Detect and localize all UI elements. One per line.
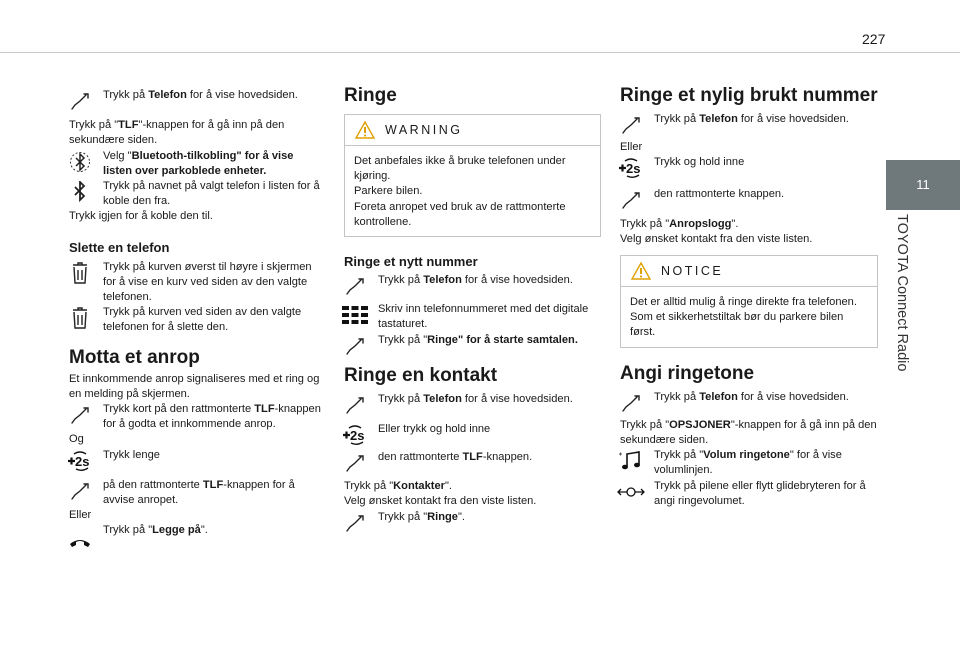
step-trash-delete: Trykk på kurven ved siden av den valgte telefonen for å slette den. bbox=[69, 305, 323, 335]
step-open-phone-2: Trykk på Telefon for å vise hovedsiden. bbox=[620, 390, 878, 405]
touch-icon bbox=[341, 512, 369, 534]
paragraph-reconnect: Trykk igjen for å koble den til. bbox=[69, 210, 213, 223]
chapter-tab: 11 bbox=[886, 160, 960, 210]
long-press-icon bbox=[617, 157, 645, 179]
touch-icon bbox=[341, 335, 369, 357]
notice-icon bbox=[631, 262, 651, 280]
touch-icon bbox=[66, 480, 94, 502]
step-long-press: Trykk lenge bbox=[69, 448, 323, 478]
touch-icon bbox=[617, 392, 645, 414]
paragraph-select-contact: Velg ønsket kontakt fra den viste listen. bbox=[344, 495, 537, 508]
heading-call-contact: Ringe en kontakt bbox=[344, 364, 498, 386]
step-reject: på den rattmonterte TLF-knappen for å avvise anropet. bbox=[69, 478, 323, 508]
step-hang-up: Trykk på "Legge på". bbox=[69, 523, 323, 538]
step-steering-button: den rattmonterte knappen. bbox=[620, 187, 878, 202]
touch-icon bbox=[341, 275, 369, 297]
paragraph-contacts: Trykk på "Kontakter". bbox=[344, 480, 452, 493]
trash-icon bbox=[66, 307, 94, 329]
paragraph-call-log: Trykk på "Anropslogg". bbox=[620, 217, 739, 230]
music-note-icon bbox=[617, 450, 645, 472]
paragraph-incoming: Et innkommende anrop signaliseres med et ring og en melding på skjermen. bbox=[69, 372, 320, 400]
touch-icon bbox=[66, 90, 94, 112]
paragraph-select-contact: Velg ønsket kontakt fra den viste listen. bbox=[620, 232, 813, 245]
heading-recent-number: Ringe et nylig brukt nummer bbox=[620, 85, 878, 106]
step-call: Trykk på "Ringe". bbox=[344, 510, 601, 525]
text-eller: Eller bbox=[620, 141, 643, 154]
column-right bbox=[620, 84, 878, 509]
step-open-phone: Trykk på Telefon for å vise hovedsiden. bbox=[620, 112, 878, 127]
step-disconnect: Trykk på navnet på valgt telefon i listen for å koble den fra. bbox=[69, 179, 323, 209]
warning-box bbox=[344, 114, 601, 237]
heading-call: Ringe bbox=[344, 85, 397, 106]
bluetooth-icon bbox=[66, 181, 94, 203]
touch-icon bbox=[617, 114, 645, 136]
touch-icon bbox=[341, 394, 369, 416]
header-divider bbox=[0, 52, 960, 53]
trash-icon bbox=[66, 262, 94, 284]
heading-ringtone: Angi ringetone bbox=[620, 362, 755, 384]
long-press-icon bbox=[341, 424, 369, 446]
paragraph-options: Trykk på "OPSJONER"-knappen for å gå inn på den sekundære siden. bbox=[620, 418, 877, 447]
step-press-hold: Trykk og hold inne bbox=[620, 155, 878, 185]
step-bluetooth-list: Velg "Bluetooth-tilkobling" for å vise listen over parkoblede enheter. bbox=[69, 149, 323, 179]
step-trash-top: Trykk på kurven øverst til høyre i skjermen for å vise en kurv ved siden av den valgte telefonen. bbox=[69, 260, 323, 306]
touch-icon bbox=[66, 404, 94, 426]
touch-icon bbox=[617, 189, 645, 211]
hang-up-icon bbox=[66, 529, 94, 551]
heading-receive-call: Motta et anrop bbox=[69, 346, 200, 368]
text-og: Og bbox=[69, 433, 84, 446]
chapter-title: TOYOTA Connect Radio bbox=[894, 214, 910, 372]
page-number: 227 bbox=[862, 31, 886, 47]
paragraph-tlf: Trykk på "TLF"-knappen for å gå inn på den sekundære siden. bbox=[69, 119, 285, 147]
notice-label: NOTICE bbox=[661, 264, 724, 279]
warning-label: WARNING bbox=[385, 123, 463, 137]
step-open-phone: Trykk på Telefon for å vise hovedsiden. bbox=[69, 88, 323, 103]
step-set-volume: Trykk på pilene eller flytt glidebryteren for å angi ringevolumet. bbox=[620, 479, 878, 509]
heading-delete-phone: Slette en telefon bbox=[69, 239, 170, 255]
step-tlf-button: den rattmonterte TLF-knappen. bbox=[344, 450, 601, 465]
bluetooth-search-icon bbox=[66, 151, 94, 173]
step-accept: Trykk kort på den rattmonterte TLF-knappen for å godta et innkommende anrop. bbox=[69, 402, 323, 432]
heading-new-number: Ringe et nytt nummer bbox=[344, 254, 478, 270]
column-middle bbox=[344, 84, 601, 525]
step-start-call: Trykk på "Ringe" for å starte samtalen. bbox=[344, 333, 601, 348]
touch-icon bbox=[341, 452, 369, 474]
step-keypad: Skriv inn telefonnummeret med det digitale tastaturet. bbox=[344, 302, 601, 332]
long-press-icon bbox=[66, 450, 94, 472]
warning-text: Det anbefales ikke å bruke telefonen under kjøring. Parkere bilen. Foreta anropet ved bruk av de rattmonterte kontrollene. bbox=[354, 155, 566, 228]
warning-icon bbox=[355, 121, 375, 139]
step-open-phone: Trykk på Telefon for å vise hovedsiden. bbox=[344, 273, 601, 288]
step-ringtone-volume: Trykk på "Volum ringetone" for å vise volumlinjen. bbox=[620, 448, 878, 478]
column-left bbox=[69, 84, 323, 538]
text-eller: Eller bbox=[69, 509, 92, 522]
step-press-hold: Eller trykk og hold inne bbox=[344, 422, 601, 444]
notice-text: Det er alltid mulig å ringe direkte fra telefonen. Som et sikkerhetstiltak bør du parkere bilen først. bbox=[630, 296, 857, 339]
keypad-icon bbox=[341, 304, 369, 326]
slider-icon bbox=[617, 481, 645, 503]
notice-box bbox=[620, 255, 878, 348]
step-open-phone-2: Trykk på Telefon for å vise hovedsiden. bbox=[344, 392, 601, 407]
